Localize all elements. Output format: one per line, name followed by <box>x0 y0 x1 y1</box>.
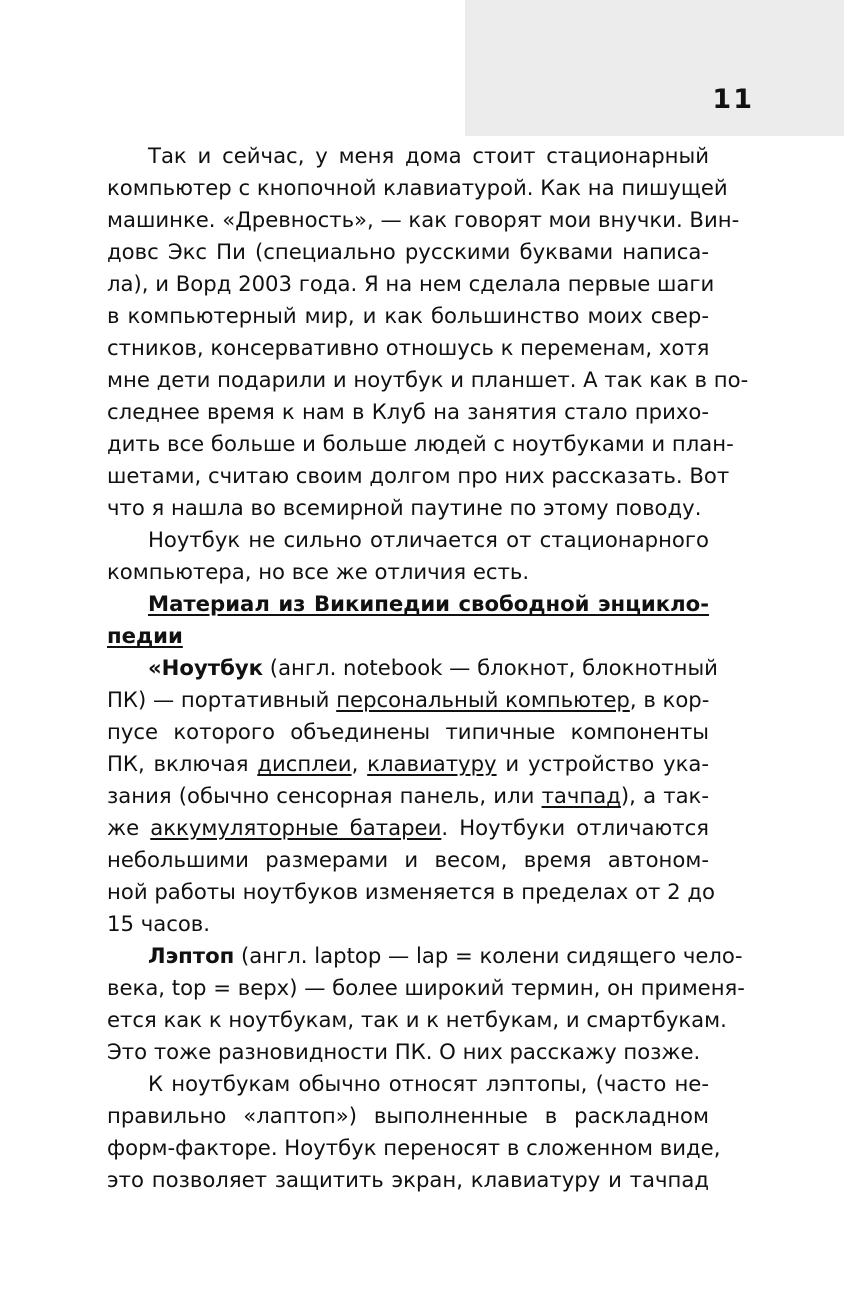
term-laptop: Лэптоп <box>148 943 235 968</box>
page-body <box>107 140 749 1196</box>
laptop-definition-line <box>107 940 743 972</box>
laptop-definition-line: века, top = верх) — более широкий термин, он применя- <box>107 975 745 1000</box>
link-displays[interactable]: дисплеи <box>257 751 352 776</box>
notebook-definition-line <box>107 748 709 780</box>
paragraph-5-line: форм-факторе. Ноутбук переносят в сложенном виде, <box>107 1135 721 1160</box>
notebook-definition-line: 15 часов. <box>107 911 211 936</box>
definition-text: (англ. notebook — блокнот, блокнотный <box>263 655 718 680</box>
definition-text: ПК) — портативный <box>107 687 337 712</box>
definition-text: , в кор- <box>629 687 710 712</box>
laptop-definition-line: ется как к ноутбукам, так и к нетбукам, и смартбукам. <box>107 1007 727 1032</box>
paragraph-1-line: шетами, считаю своим долгом про них рассказать. Вот <box>107 463 730 488</box>
notebook-definition-line <box>107 652 718 684</box>
paragraph-5-line: это позволяет защитить экран, клавиатуру и тачпад <box>107 1167 709 1192</box>
definition-text: зания (обычно сенсорная панель, или <box>107 783 542 808</box>
definition-text: . Ноутбуки отличаются <box>441 815 709 840</box>
paragraph-1-line: машинке. «Древность», — как говорят мои внучки. Вин- <box>107 207 740 232</box>
paragraph-1-line: стников, консервативно отношусь к переменам, хотя <box>107 335 710 360</box>
notebook-definition-line <box>107 780 709 812</box>
paragraph-5-line: К ноутбукам обычно относят лэптопы, (часто не- <box>148 1071 709 1096</box>
link-keyboard[interactable]: клавиатуру <box>367 751 497 776</box>
notebook-definition-line: ной работы ноутбуков изменяется в пределах от 2 до <box>107 879 715 904</box>
notebook-definition-line <box>107 812 709 844</box>
paragraph-1-line: следнее время к нам в Клуб на занятия стало прихо- <box>107 399 709 424</box>
section-heading-text: Материал из Википедии свободной энцикло- <box>148 591 709 616</box>
term-notebook: «Ноутбук <box>148 655 264 680</box>
paragraph-5-line: правильно «лаптоп») выполненные в раскладном <box>107 1103 709 1128</box>
paragraph-1-line: что я нашла во всемирной паутине по этому поводу. <box>107 495 702 520</box>
definition-text: ), а так- <box>620 783 709 808</box>
notebook-definition-line: пусе которого объединены типичные компоненты <box>107 719 709 744</box>
paragraph-1-line: довс Экс Пи (специально русскими буквами написа- <box>107 239 709 264</box>
paragraph-1-line: компьютер с кнопочной клавиатурой. Как на пишущей <box>107 175 728 200</box>
paragraph-1-line: мне дети подарили и ноутбук и планшет. А так как в по- <box>107 367 749 392</box>
link-batteries[interactable]: аккумуляторные батареи <box>150 815 442 840</box>
section-heading-line <box>107 588 709 620</box>
section-heading-line <box>107 620 709 652</box>
definition-text: (англ. laptop — lap = колени сидящего чело- <box>234 943 743 968</box>
page-number: 11 <box>712 84 754 115</box>
paragraph-1-line: Так и сейчас, у меня дома стоит стационарный <box>148 143 709 168</box>
paragraph-1-line: в компьютерный мир, и как большинство моих свер- <box>107 303 709 328</box>
paragraph-1-line: ла), и Ворд 2003 года. Я на нем сделала первые шаги <box>107 271 715 296</box>
page-number-tab <box>465 0 844 136</box>
link-touchpad[interactable]: тачпад <box>541 783 621 808</box>
definition-text: и устройство ука- <box>496 751 709 776</box>
paragraph-1-line: дить все больше и больше людей с ноутбуками и план- <box>107 431 734 456</box>
paragraph-2-line: компьютера, но все же отличия есть. <box>107 559 530 584</box>
laptop-definition-line: Это тоже разновидности ПК. О них расскажу позже. <box>107 1039 701 1064</box>
link-personal-computer[interactable]: персональный компьютер <box>336 687 630 712</box>
definition-text: же <box>107 815 151 840</box>
section-heading-text: педии <box>107 623 183 648</box>
paragraph-2-line: Ноутбук не сильно отличается от стационарного <box>148 527 709 552</box>
notebook-definition-line <box>107 684 709 716</box>
definition-text: ПК, включая <box>107 751 258 776</box>
notebook-definition-line: небольшими размерами и весом, время автоном- <box>107 847 709 872</box>
definition-text: , <box>351 751 368 776</box>
